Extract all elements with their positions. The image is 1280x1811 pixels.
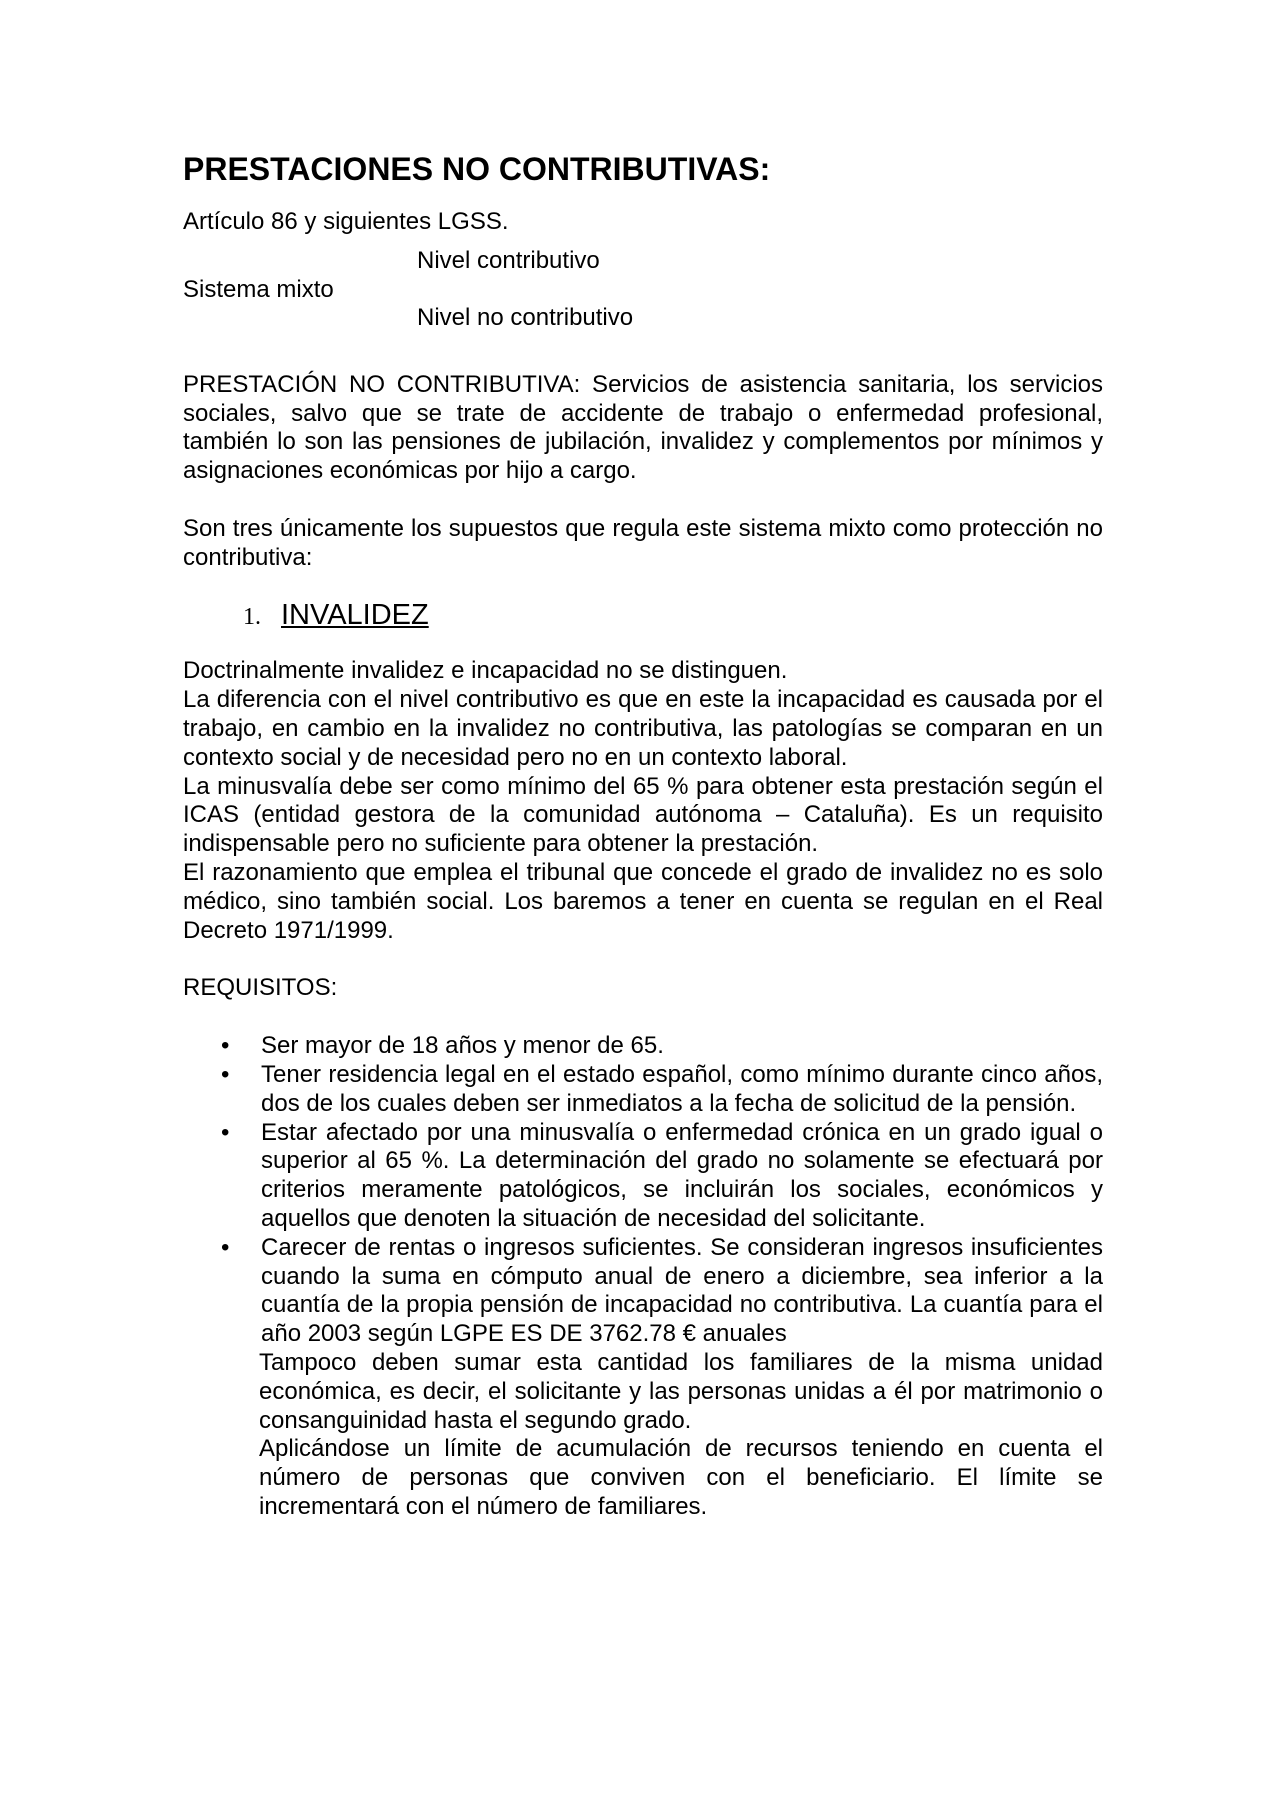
list-item: [183, 1061, 1103, 1119]
sistema-label: Sistema mixto: [183, 275, 334, 303]
continuation-paragraph: Tampoco deben sumar esta cantidad los familiares de la misma unidad económica, es decir, el solicitante y las personas unidas a él por matrimonio o consanguinidad hasta el segundo grado.: [259, 1348, 1103, 1434]
bullet-icon: •: [221, 1060, 230, 1088]
spacer: [183, 343, 1103, 371]
intro-paragraph: Son tres únicamente los supuestos que regula este sistema mixto como protección no contributiva:: [183, 514, 1103, 571]
spacer: [183, 1003, 1103, 1032]
section-heading: [183, 598, 1103, 632]
body-paragraph: El razonamiento que emplea el tribunal que concede el grado de invalidez no es solo médico, sino también social. Los baremos a tener en cuenta se regulan en el Real Decreto 1971/1999.: [183, 858, 1103, 944]
nivel-no-contributivo: Nivel no contributivo: [417, 303, 634, 331]
document-title: PRESTACIONES NO CONTRIBUTIVAS:: [183, 151, 771, 187]
article-reference: Artículo 86 y siguientes LGSS.: [183, 208, 509, 235]
requisitos-list: [183, 1032, 1103, 1349]
list-item-text: Tener residencia legal en el estado español, como mínimo durante cinco años, dos de los cuales deben ser inmediatos a la fecha de solicitud de la pensión.: [261, 1060, 1103, 1117]
list-item-text: Estar afectado por una minusvalía o enfermedad crónica en un grado igual o superior al 65 %. La determinación del grado no solamente se efectuará por criterios meramente patológicos, se incluirán los sociales, económicos y aquellos que denoten la situación de necesidad del solicitante.: [261, 1118, 1103, 1232]
list-item-text: Carecer de rentas o ingresos suficientes. Se consideran ingresos insuficientes cuando la suma en cómputo anual de enero a diciembre, sea inferior a la cuantía de la propia pensión de incapacidad no contributiva. La cuantía para el año 2003 según LGPE ES DE 3762.78 € anuales: [261, 1233, 1103, 1348]
list-item: [183, 1234, 1103, 1349]
bullet-icon: •: [221, 1233, 230, 1261]
requisitos-heading: REQUISITOS:: [183, 974, 338, 1002]
bullet-icon: •: [221, 1118, 230, 1146]
list-item: [183, 1119, 1103, 1234]
nivel-contributivo: Nivel contributivo: [417, 246, 600, 274]
document-page: [183, 150, 1103, 1522]
body-paragraph: La minusvalía debe ser como mínimo del 65 % para obtener esta prestación según el ICAS (entidad gestora de la comunidad autónoma – Cataluña). Es un requisito indispensable pero no suficiente para obtener la prestación.: [183, 772, 1103, 858]
section-number: 1.: [243, 603, 261, 630]
list-item-text: Ser mayor de 18 años y menor de 65.: [261, 1032, 664, 1060]
section-title: INVALIDEZ: [281, 598, 429, 631]
bullet-icon: •: [221, 1032, 230, 1060]
spacer: [183, 945, 1103, 974]
continuation-paragraph: Aplicándose un límite de acumulación de recursos teniendo en cuenta el número de personas que conviven con el beneficiario. El límite se incrementará con el número de familiares.: [259, 1435, 1103, 1520]
spacer: [183, 486, 1103, 515]
body-paragraph: La diferencia con el nivel contributivo es que en este la incapacidad es causada por el trabajo, en cambio en la invalidez no contributiva, las patologías se comparan en un contexto social y de necesidad pero no en un contexto laboral.: [183, 686, 1103, 771]
sistema-mixto-block: [183, 247, 1103, 343]
body-paragraph: Doctrinalmente invalidez e incapacidad no se distinguen.: [183, 657, 788, 685]
definition-paragraph: PRESTACIÓN NO CONTRIBUTIVA: Servicios de asistencia sanitaria, los servicios sociales, salvo que se trate de accidente de trabajo o enfermedad profesional, también lo son las pensiones de jubilación, invalidez y complementos por mínimos y asignaciones económicas por hijo a cargo.: [183, 370, 1103, 485]
list-item: [183, 1032, 1103, 1061]
